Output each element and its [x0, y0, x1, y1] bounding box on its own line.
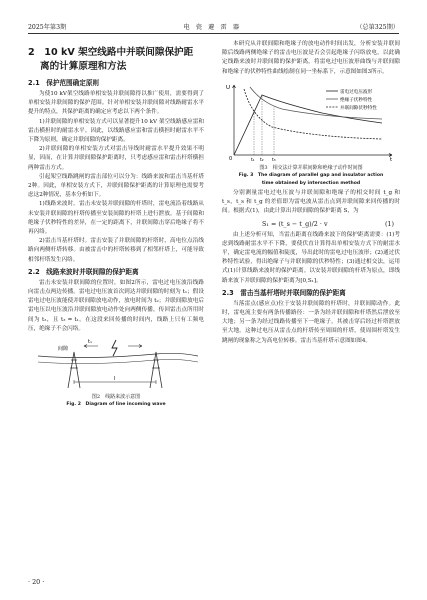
- page-number: · 20 ·: [28, 578, 45, 586]
- figure-3: [222, 81, 400, 187]
- section-title-line1: 2 10 kV 架空线路中并联间隙保护距: [28, 47, 194, 58]
- u-axis-label: U: [226, 84, 231, 91]
- left-column: [28, 40, 204, 411]
- t2-label: t₂: [260, 157, 264, 161]
- legend-item: 绝缘子伏秒特性: [340, 97, 373, 103]
- section-title-line2: 离的计算原理和方法: [40, 61, 127, 72]
- figure-2: [28, 338, 204, 409]
- t1-label: t₁: [251, 157, 255, 161]
- paragraph: 1)并联间隙的单相安装方式可以显著提升10 kV 架空线路感应雷和雷击横担时的耐雷水平。因此，以线路感应雷和雷击横担时耐雷水平不下降为原则，确定并联间隙的保护距离。: [28, 118, 204, 144]
- equation-1: [222, 220, 400, 228]
- l-label: l: [114, 376, 116, 383]
- conductor-line-2: [38, 359, 198, 363]
- paragraph: 1)线路来波时。雷击未安装并联间隙的杆塔时，雷电流沿着线路从未安装并联间隙的杆塔传播至安装间隙的杆塔上进行泄放。基于间隙和绝缘子伏秒特性的差异，在一定的距离下，并联间隙击穿后绝缘子将不再闪络。: [28, 201, 204, 236]
- u-axis: [233, 85, 236, 155]
- paragraph: 当落雷点(感应点)位于安装并联间隙的杆塔时，并联间隙动作。此时，雷电流主要有两条传播路径：一条为经并联间隙和杆塔然后泄放至大地；另一条为经过线路传播至下一绝缘子，其被击穿后经过杆塔泄放至大地。这种过电压从雷击点的杆塔传至周围的杆塔，使周围杆塔发生跳闸的现象称之为高电位转移。雷击当基杆塔示意图如图4。: [222, 300, 400, 344]
- conductor-line: [38, 353, 198, 357]
- journal-name: 电 瓷 避 雷 器: [183, 23, 240, 31]
- paragraph: 引起架空线路跳闸的雷击部位可以分为：线路来波和雷击当基杆塔2种。因此，单相安装方式下，并联间隙保护距离的计算原理也需要考虑这2种情况，基本分析如下。: [28, 173, 204, 199]
- t-axis: [234, 153, 392, 156]
- right-column: [222, 40, 400, 346]
- figure-3-legend: [326, 88, 377, 111]
- figure-3-caption-en-1: Fig. 3 The diagram of parallel gap and insulator action: [238, 173, 384, 179]
- t3-label: t₃: [272, 157, 276, 161]
- total-issue: （总第325期）: [356, 23, 399, 31]
- issue-label: 2025年第3期: [28, 23, 67, 31]
- section-title: [28, 46, 204, 74]
- paragraph: 本研究从并联间隙和绝缘子的放电动作时间出发，分析安装并联间隙后线路两侧绝缘子的雷击电压波是否会引起绝缘子闪络放电，以此确定线路来波时并联间隙的保护距离。将雷电过电压波形曲线与并联间隙和绝缘子的伏秒特性曲线绘制在同一坐标系下，示意图如图3所示。: [222, 41, 400, 75]
- paragraph: 为使10 kV架空线路单相安装并联间隙得以推广使用，需要得到了单相安装并联间隙的保护范围。针对单相安装并联间隙对线路耐雷水平提升的特点，其保护距离的确定应考虑以下两个条件。: [28, 91, 204, 116]
- gap-label: 间隙: [58, 346, 69, 353]
- intersection-method-diagram: [222, 81, 400, 161]
- legend-item: 并联间隙伏秒特性: [340, 105, 377, 111]
- legend-item: 雷电过电压波形: [340, 89, 373, 95]
- wave-arrow-right: [128, 345, 142, 348]
- figure-3-caption-en-2: time obtained by intersection method: [261, 180, 361, 186]
- paragraph: 分别测量雷电过电压波与并联间隙和绝缘子的相交时间 t_g 和 t_s，t_s 和 t_g 的差值即为雷电波从雷击点到并联间隙来回传播的时间。根据式(1)，由此计算出并联间隙的保护距离 S，为: [222, 190, 400, 215]
- time-markers: [254, 95, 274, 155]
- origin-label: 0: [229, 155, 233, 161]
- equation-number: (1): [384, 219, 394, 228]
- t-axis-label: t: [390, 156, 393, 161]
- figure-3-caption: 图3 相交法计算并联间隙和绝缘子动作时间图: [259, 164, 363, 171]
- subsection-2-3: 2.3 雷击当基杆塔时并联间隙的保护距离: [222, 288, 346, 297]
- equation-body: S₁ = (t_s − t_g)/2 · v: [262, 219, 328, 228]
- line-incoming-wave-diagram: [28, 338, 204, 390]
- figure-2-caption: 图2 线路来波示意图: [91, 394, 141, 401]
- running-header: [28, 20, 399, 32]
- header-rule: [28, 33, 399, 34]
- subsection-2-1: 2.1 保护范围确定原则: [28, 79, 100, 87]
- paragraph: 2)雷击当基杆塔时。雷击安装了并联间隙的杆塔时，高电位点沿线路向两侧杆塔转移。由被雷击中的杆塔转移到了相邻杆塔上，可能导致相邻杆塔发生闪络。: [28, 238, 204, 263]
- paragraph: 雷击未安装并联间隙的位置时，如图2所示，雷电过电压波沿线路向雷击点两边传播。雷电过电压波首次到达并联间隙的时刻为 t₁；假设雷电过电压波能使并联间隙放电动作，放电时间为 t₂；并联间隙放电后雷电压以电压波沿并联间隙放电动作处向两侧传播，传回雷击点所用时间为 t₃，且 t₃ = t₁。在这段来回传播的时间内，线路上只有工频电压，绝缘子不会闪络。: [28, 279, 204, 332]
- tx-label: tₓ: [88, 339, 93, 346]
- paragraph: 由上述分析可知，当雷击距离在线路来波下的保护距离需要：(1)考虑到线路耐雷水平不下降，要使伏直计算得出单相安装方式下的耐雷水平，确定雷电流的幅值和陡度，导出此时的雷电过电压波形；(2)通过伏秒特性试验，得出绝缘子与并联间隙的伏秒特性；(3)通过相交法，运用式(1)计算线路来波时的保护距离。以安装并联间隙的杆塔为原点，即线路来波下并联间隙的保护距离为[0,S₁]。: [222, 231, 400, 284]
- subsection-2-2: 2.2 线路来波时并联间隙的保护距离: [28, 267, 139, 276]
- figure-2-caption-en: Fig. 2 Diagram of line incoming wave: [66, 402, 166, 408]
- lightning-bolt-icon: [112, 340, 117, 356]
- overvoltage-wave-curve: [234, 95, 382, 155]
- paragraph: 2)并联间隙的单相安装方式对雷击导线时耐雷水平提升效果不明显，因而，在计算并联间隙保护距离时，只考虑感应雷和雷击杆塔横担两种雷击方式。: [28, 146, 204, 171]
